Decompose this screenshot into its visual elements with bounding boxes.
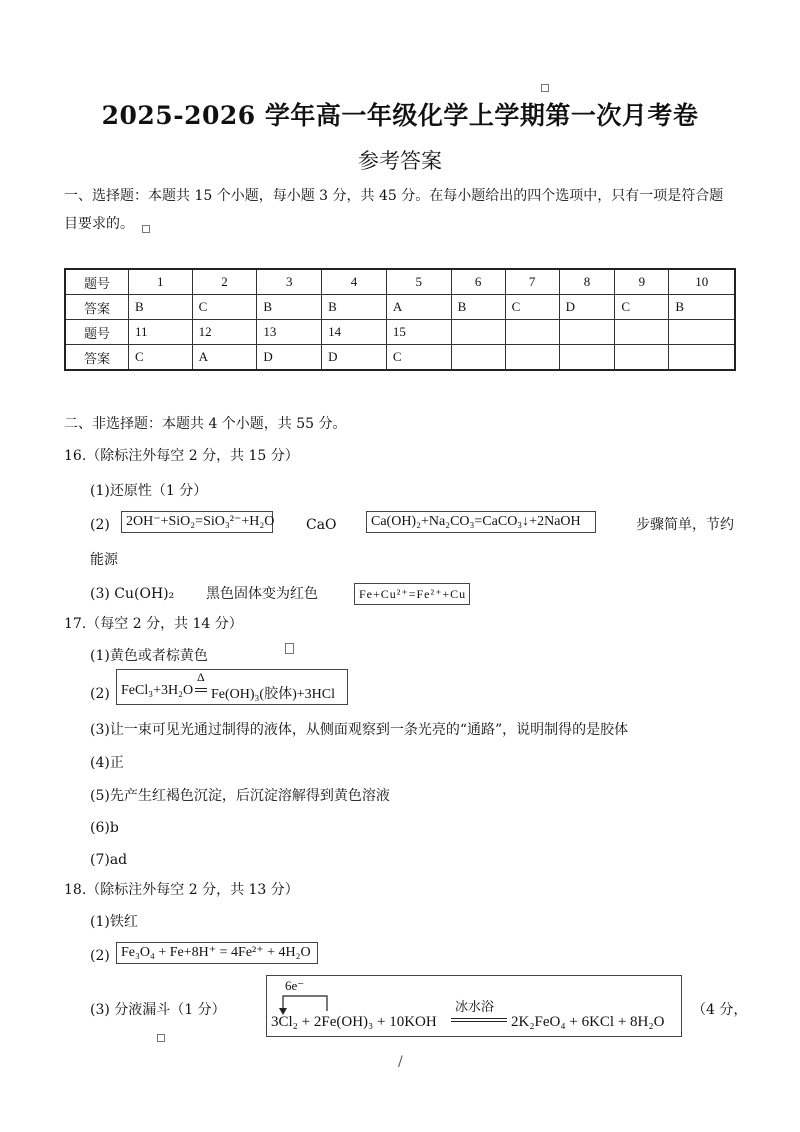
q18-equation-condition: 冰水浴	[455, 999, 495, 1014]
q17-answer-3: (3)让一束可见光通过制得的液体，从侧面观察到一条光亮的“通路”，说明制得的是胶体	[90, 722, 629, 738]
table-label: 题号	[65, 269, 129, 295]
q16-answer-2-tail-cont: 能源	[90, 552, 118, 568]
q16-answer-1: (1)还原性（1 分）	[90, 483, 208, 499]
table-cell: 15	[386, 320, 451, 345]
table-cell: 6	[451, 269, 505, 295]
table-cell: C	[129, 345, 193, 371]
q17-answer-1: (1)黄色或者棕黄色	[90, 648, 208, 664]
q18-equation-eqline	[451, 1021, 507, 1022]
table-cell: 7	[505, 269, 559, 295]
q17-equation-left: FeCl₃+3H₂O	[121, 683, 194, 698]
q18-answer-3-tail: （4 分，	[692, 1002, 748, 1018]
table-row	[65, 269, 735, 295]
q16-equation-3: Fe+Cu²⁺=Fe²⁺+Cu	[354, 583, 470, 605]
table-cell	[451, 345, 505, 371]
mark-square	[541, 84, 549, 92]
table-cell	[615, 345, 669, 371]
section1-instructions-cont: 目要求的。	[64, 216, 134, 232]
q18-equation-3	[266, 975, 682, 1037]
q16-equation-2: Ca(OH)₂+Na₂CO₃=CaCO₃↓+2NaOH	[366, 511, 596, 533]
q17-answer-6: (6)b	[90, 820, 119, 836]
table-cell: 13	[257, 320, 322, 345]
table-cell	[559, 320, 615, 345]
q17-equation-delta: Δ	[197, 670, 205, 684]
table-cell	[669, 320, 735, 345]
table-cell: 1	[129, 269, 193, 295]
q17-equation-eqline	[195, 688, 207, 689]
mark-square	[142, 225, 150, 233]
table-row	[65, 345, 735, 371]
table-row	[65, 295, 735, 320]
q18-answer-3-label: (3) 分液漏斗（1 分）	[90, 1002, 226, 1018]
section1-instructions: 一、选择题：本题共 15 个小题，每小题 3 分，共 45 分。在每小题给出的四个选项中，只有一项是符合题	[64, 188, 724, 204]
table-cell: 5	[386, 269, 451, 295]
page-marker: /	[398, 1054, 403, 1070]
table-label: 答案	[65, 295, 129, 320]
q18-equation-2: Fe₃O₄ + Fe+8H⁺ = 4Fe²⁺ + 4H₂O	[116, 942, 318, 964]
table-cell: C	[192, 295, 257, 320]
page-title: 2025-2026 学年高一年级化学上学期第一次月考卷	[101, 101, 699, 130]
table-label: 题号	[65, 320, 129, 345]
electron-transfer-label: 6e⁻	[285, 978, 305, 993]
q17-equation-eqline	[195, 691, 207, 692]
q17-equation	[116, 669, 348, 705]
table-cell: B	[257, 295, 322, 320]
table-cell: 9	[615, 269, 669, 295]
q16-answer-2-tail: 步骤简单，节约	[636, 517, 734, 533]
section2-heading: 二、非选择题：本题共 4 个小题，共 55 分。	[64, 416, 347, 432]
q18-equation-right: 2K₂FeO₄ + 6KCl + 8H₂O	[511, 1014, 665, 1030]
table-cell: 2	[192, 269, 257, 295]
table-cell	[505, 320, 559, 345]
table-cell	[451, 320, 505, 345]
q17-answer-4: (4)正	[90, 755, 124, 771]
table-cell: 12	[192, 320, 257, 345]
table-cell: B	[129, 295, 193, 320]
page-subtitle: 参考答案	[358, 149, 442, 173]
table-cell: 4	[322, 269, 387, 295]
table-cell	[559, 345, 615, 371]
table-cell	[669, 345, 735, 371]
q18-equation-eqline	[451, 1018, 507, 1019]
answer-table	[64, 268, 736, 371]
q18-answer-2-label: (2)	[90, 948, 110, 964]
table-cell: D	[559, 295, 615, 320]
q16-answer-cao: CaO	[306, 517, 337, 533]
q18-equation-left: 3Cl₂ + 2Fe(OH)₃ + 10KOH	[271, 1014, 437, 1030]
table-cell: B	[669, 295, 735, 320]
q17-answer-5: (5)先产生红褐色沉淀，后沉淀溶解得到黄色溶液	[90, 788, 390, 804]
table-cell: 8	[559, 269, 615, 295]
table-cell: 10	[669, 269, 735, 295]
table-cell	[505, 345, 559, 371]
table-cell: B	[322, 295, 387, 320]
q16-answer-2-label: (2)	[90, 517, 110, 533]
table-cell: 3	[257, 269, 322, 295]
q16-answer-3-label: (3) Cu(OH)₂	[90, 586, 175, 602]
q17-answer-7: (7)ad	[90, 852, 128, 868]
table-cell: C	[505, 295, 559, 320]
table-row	[65, 320, 735, 345]
table-cell	[615, 320, 669, 345]
table-cell: A	[386, 295, 451, 320]
table-cell: C	[615, 295, 669, 320]
q16-answer-3-text: 黑色固体变为红色	[206, 586, 318, 602]
q18-answer-1: (1)铁红	[90, 914, 138, 930]
table-cell: C	[386, 345, 451, 371]
table-cell: 14	[322, 320, 387, 345]
mark-square	[157, 1034, 165, 1042]
q17-equation-right: Fe(OH)₃(胶体)+3HCl	[211, 687, 335, 702]
table-cell: B	[451, 295, 505, 320]
table-cell: A	[192, 345, 257, 371]
q16-header: 16.（除标注外每空 2 分，共 15 分）	[64, 448, 299, 464]
q16-equation-1: 2OH⁻+SiO₂=SiO₃²⁻+H₂O	[121, 511, 273, 533]
table-cell: D	[257, 345, 322, 371]
q17-answer-2-label: (2)	[90, 686, 110, 702]
table-label: 答案	[65, 345, 129, 371]
mark-square	[285, 643, 294, 654]
q18-header: 18.（除标注外每空 2 分，共 13 分）	[64, 882, 299, 898]
q17-header: 17.（每空 2 分，共 14 分）	[64, 616, 243, 632]
table-cell: 11	[129, 320, 193, 345]
table-cell: D	[322, 345, 387, 371]
